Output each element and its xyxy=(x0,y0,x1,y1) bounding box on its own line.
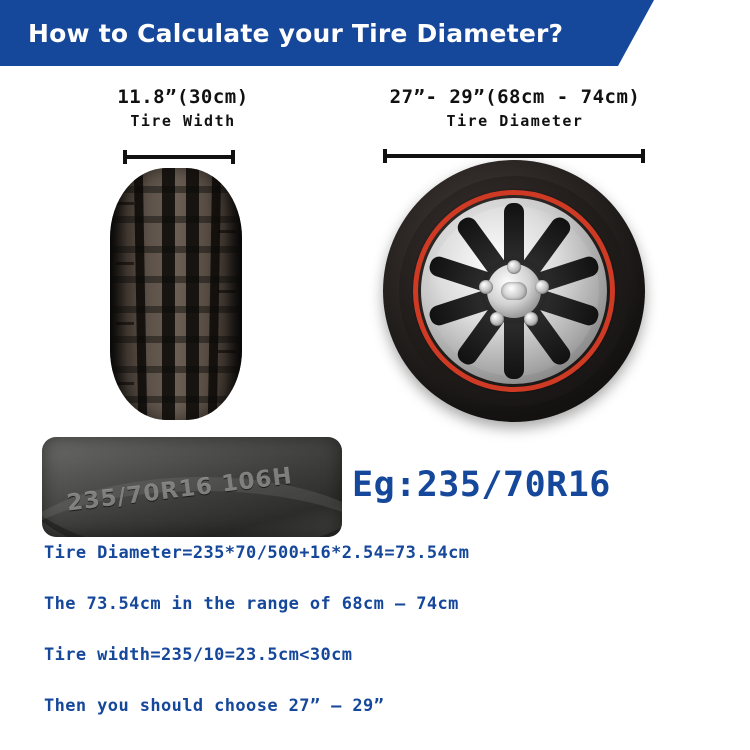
wheel-bolt xyxy=(490,312,504,326)
header-banner xyxy=(0,0,618,66)
formula-line: The 73.54cm in the range of 68cm – 74cm xyxy=(44,594,459,614)
wheel-bolt xyxy=(524,312,538,326)
wheel-illustration xyxy=(383,160,645,422)
dimension-bar xyxy=(383,154,645,158)
formula-list xyxy=(44,543,734,747)
tire-tread-illustration xyxy=(110,168,242,420)
tire-width-value: 11.8”(30cm) xyxy=(117,86,249,108)
tread-groove xyxy=(186,168,199,420)
tread-lug xyxy=(110,366,242,373)
tire-sidewall-photo xyxy=(42,437,342,537)
tire-width-name: Tire Width xyxy=(130,112,236,130)
tire-width-label-group xyxy=(68,86,298,130)
dimension-cap-right-icon xyxy=(231,150,235,164)
banner-angled-edge xyxy=(618,0,654,66)
wheel-bolt xyxy=(479,280,493,294)
tread-sipe xyxy=(116,202,134,205)
example-size-headline: Eg:235/70R16 xyxy=(352,465,611,505)
tread-lug xyxy=(110,246,242,253)
dimension-cap-left-icon xyxy=(123,150,127,164)
tire-width-dimension-arrow xyxy=(123,150,235,164)
tire-diameter-label-group xyxy=(335,86,695,130)
tread-lug xyxy=(110,396,242,403)
formula-line: Tire width=235/10=23.5cm<30cm xyxy=(44,645,353,665)
page-title: How to Calculate your Tire Diameter? xyxy=(28,18,564,48)
tire-diameter-name: Tire Diameter xyxy=(446,112,584,130)
tread-sipe xyxy=(218,230,236,233)
tread-groove xyxy=(208,168,222,420)
wheel-hub-center-cap xyxy=(501,282,527,300)
tread-sipe xyxy=(218,350,236,353)
tread-sipe xyxy=(116,262,134,265)
tread-sipe xyxy=(218,290,236,293)
tread-sipe xyxy=(116,382,134,385)
tread-groove xyxy=(134,168,148,420)
formula-line: Tire Diameter=235*70/500+16*2.54=73.54cm xyxy=(44,543,470,563)
dimension-bar xyxy=(123,155,235,159)
sidewall-size-code: 235/70R16 106H xyxy=(65,463,295,517)
tire-diameter-value: 27”- 29”(68cm - 74cm) xyxy=(389,86,641,108)
tread-groove xyxy=(162,168,175,420)
wheel-bolt xyxy=(535,280,549,294)
tread-lug xyxy=(110,306,242,313)
tread-shoulder-right xyxy=(224,168,242,420)
wheel-bolt xyxy=(507,260,521,274)
tread-lug xyxy=(110,336,242,343)
formula-line: Then you should choose 27” – 29” xyxy=(44,696,385,716)
tread-lug xyxy=(110,186,242,193)
tread-lug xyxy=(110,216,242,223)
tread-sipe xyxy=(116,322,134,325)
tread-sipe xyxy=(218,410,236,413)
tread-lug xyxy=(110,276,242,283)
